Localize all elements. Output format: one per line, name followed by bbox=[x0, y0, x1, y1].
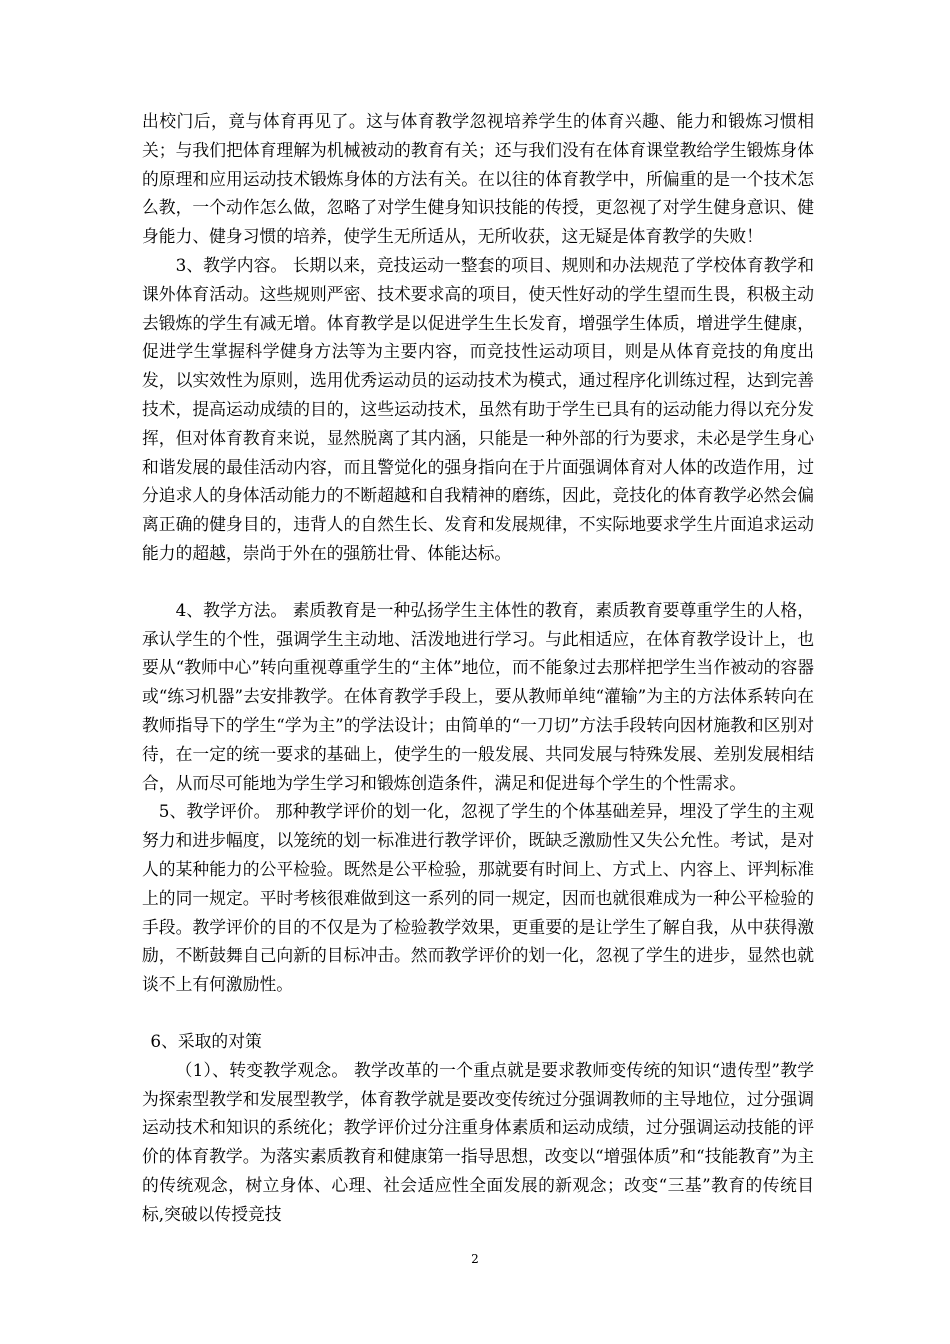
paragraph-spacer bbox=[142, 568, 814, 596]
section-heading-countermeasures: 6、采取的对策 bbox=[150, 1030, 262, 1051]
paragraph-change-concept: （1）、转变教学观念。 教学改革的一个重点就是要求教师变传统的知识“遗传型”教学为探索型教学和发展型教学，体育教学就是要改变传统过分强调教师的主导地位，过分强调运动技术和知识的系统化；教学评价过分注重身体素质和运动成绩，过分强调运动技能的评价的体育教学。为落实素质教育和健康第一指导思想，改变以“增强体质”和“技能教育”为主的传统观念，树立身体、心理、社会适应性全面发展的新观念；改变“三基”教育的传统目标,突破以传授竞技 bbox=[142, 1059, 815, 1224]
paragraph-teaching-evaluation: 5、教学评价。 那种教学评价的划一化，忽视了学生的个体基础差异，埋没了学生的主观努力和进步幅度，以笼统的划一标准进行教学评价，既缺乏激励性又失公允性。考试，是对人的某种能力的公平检验。既然是公平检验，那就要有时间上、方式上、内容上、评判标准上的同一规定。平时考核很难做到这一系列的同一规定，因而也就很难成为一种公平检验的手段。教学评价的目的不仅是为了检验教学效果，更重要的是让学生了解自我，从中获得激励，不断鼓舞自己向新的目标冲击。然而教学评价的划一化，忽视了学生的进步，显然也就谈不上有何激励性。 bbox=[142, 801, 814, 995]
paragraph-intro-continuation: 出校门后，竟与体育再见了。这与体育教学忽视培养学生的体育兴趣、能力和锻炼习惯相关；与我们把体育理解为机械被动的教育有关；还与我们没有在体育课堂教给学生锻炼身体的原理和应用运动技术锻炼身体的方法有关。在以往的体育教学中，所偏重的是一个技术怎么教，一个动作怎么做，忽略了对学生健身知识技能的传授，更忽视了对学生健身意识、健身能力、健身习惯的培养，使学生无所适从，无所收获，这无疑是体育教学的失败！ bbox=[142, 111, 814, 247]
paragraph-teaching-content: 3、教学内容。 长期以来，竞技运动一整套的项目、规则和办法规范了学校体育教学和课外体育活动。这些规则严密、技术要求高的项目，使天性好动的学生望而生畏，积极主动去锻炼的学生有减无增。体育教学是以促进学生生长发育，增强学生体质，增进学生健康，促进学生掌握科学健身方法等为主要内容，而竞技性运动项目，则是从体育竞技的角度出发，以实效性为原则，选用优秀运动员的运动技术为模式，通过程序化训练过程，达到完善技术，提高运动成绩的目的，这些运动技术，虽然有助于学生已具有的运动能力得以充分发挥，但对体育教育来说，显然脱离了其内涵，只能是一种外部的行为要求，未必是学生身心和谐发展的最佳活动内容，而且警觉化的强身指向在于片面强调体育对人体的改造作用，过分追求人的身体活动能力的不断超越和自我精神的磨练，因此，竞技化的体育教学必然会偏离正确的健身目的，违背人的自然生长、发育和发展规律，不实际地要求学生片面追求运动能力的超越，崇尚于外在的强筋壮骨、体能达标。 bbox=[142, 254, 814, 563]
body-text bbox=[142, 107, 814, 1228]
page-number: 2 bbox=[471, 1252, 479, 1266]
paragraph-teaching-method: 4、教学方法。 素质教育是一种弘扬学生主体性的教育，素质教育要尊重学生的人格，承认学生的个性，强调学生主动地、活泼地进行学习。与此相适应，在体育教学设计上，也要从“教师中心”转向重视尊重学生的“主体”地位，而不能象过去那样把学生当作被动的容器或“练习机器”去安排教学。在体育教学手段上，要从教师单纯“灌输”为主的方法体系转向在教师指导下的学生“学为主”的学法设计；由简单的“一刀切”方法手段转向因材施教和区别对待，在一定的统一要求的基础上，使学生的一般发展、共同发展与特殊发展、差别发展相结合，从而尽可能地为学生学习和锻炼创造条件，满足和促进每个学生的个性需求。 bbox=[142, 599, 815, 793]
paragraph-spacer bbox=[142, 999, 814, 1027]
